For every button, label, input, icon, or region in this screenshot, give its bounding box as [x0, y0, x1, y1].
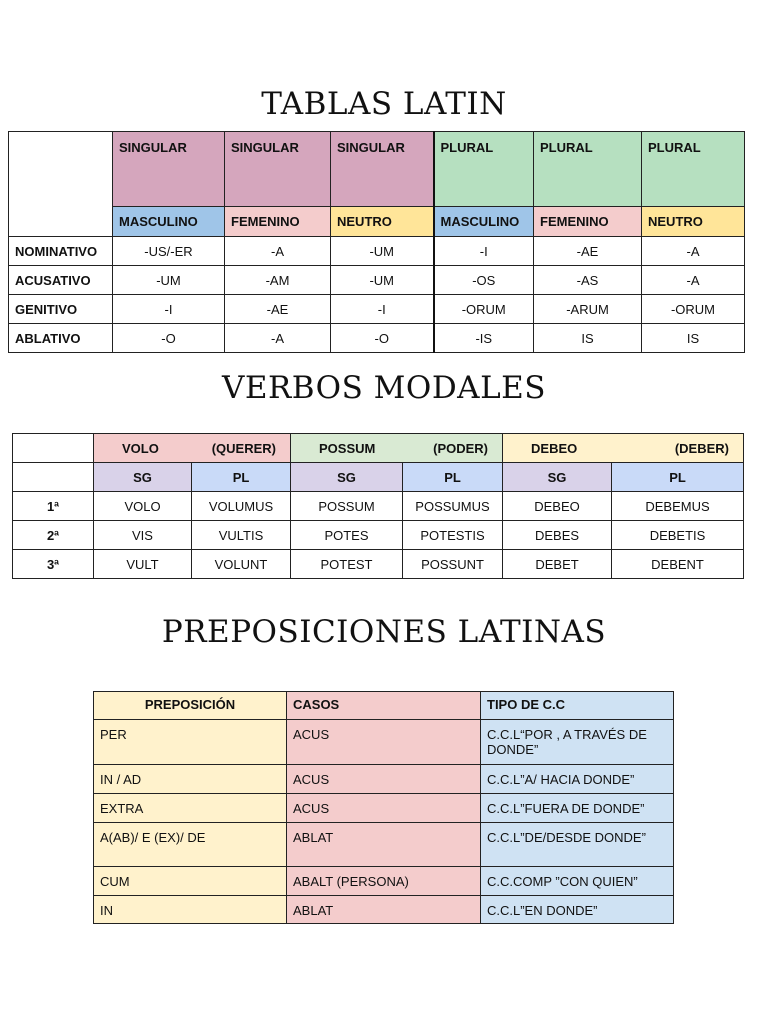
header-plural: PLURAL [534, 132, 642, 207]
prep-cell: CUM [94, 867, 287, 896]
table-row [13, 550, 744, 579]
form-cell: DEBETIS [612, 521, 744, 550]
ending-cell: -US/-ER [113, 237, 225, 266]
ending-cell: -A [642, 237, 745, 266]
ending-cell: -A [225, 237, 331, 266]
ending-cell: -AS [534, 266, 642, 295]
header-singular: SINGULAR [331, 132, 434, 207]
number-header-row [9, 132, 745, 207]
form-cell: DEBET [503, 550, 612, 579]
table-row [9, 237, 745, 266]
header-singular: SINGULAR [113, 132, 225, 207]
header-masculino: MASCULINO [113, 207, 225, 237]
ending-cell: -UM [113, 266, 225, 295]
form-cell: POTESTIS [403, 521, 503, 550]
corner-cell [9, 132, 113, 207]
table-row [94, 765, 674, 794]
case-cell: ACUS [287, 794, 481, 823]
verb-header-volo [94, 434, 291, 463]
table-row [94, 896, 674, 924]
form-cell: VOLUNT [192, 550, 291, 579]
ending-cell: -A [225, 324, 331, 353]
header-preposicion: PREPOSICIÓN [94, 692, 287, 720]
title-preposiciones: PREPOSICIONES LATINAS [161, 614, 607, 650]
subheader-pl: PL [403, 463, 503, 492]
case-cell: ACUS [287, 765, 481, 794]
person-label: 2ª [13, 521, 94, 550]
person-label: 3ª [13, 550, 94, 579]
case-cell: ABLAT [287, 896, 481, 924]
type-cell: C.C.L”EN DONDE” [481, 896, 674, 924]
verb-meaning: (QUERER) [211, 440, 276, 456]
type-cell: C.C.COMP ”CON QUIEN” [481, 867, 674, 896]
number-subheader-row [13, 463, 744, 492]
case-cell: ACUS [287, 720, 481, 765]
header-tipo: TIPO DE C.C [481, 692, 674, 720]
header-neutro: NEUTRO [331, 207, 434, 237]
person-label: 1ª [13, 492, 94, 521]
prep-cell: A(AB)/ E (EX)/ DE [94, 823, 287, 867]
form-cell: VULT [94, 550, 192, 579]
header-masculino: MASCULINO [434, 207, 534, 237]
ending-cell: -ARUM [534, 295, 642, 324]
form-cell: POSSUNT [403, 550, 503, 579]
table-row [94, 794, 674, 823]
prep-header-row [94, 692, 674, 720]
corner-cell [9, 207, 113, 237]
ending-cell: -ORUM [434, 295, 534, 324]
form-cell: VOLUMUS [192, 492, 291, 521]
type-cell: C.C.L“POR , A TRAVÉS DE DONDE” [481, 720, 674, 765]
corner-cell [13, 434, 94, 463]
verb-meaning: (DEBER) [674, 440, 730, 456]
declension-table [8, 131, 745, 353]
subheader-sg: SG [503, 463, 612, 492]
prep-cell: IN / AD [94, 765, 287, 794]
type-cell: C.C.L”A/ HACIA DONDE” [481, 765, 674, 794]
prep-cell: EXTRA [94, 794, 287, 823]
corner-cell [13, 463, 94, 492]
form-cell: VIS [94, 521, 192, 550]
title-tablas-latin: TABLAS LATIN [261, 86, 507, 122]
table-row [94, 867, 674, 896]
subheader-pl: PL [612, 463, 744, 492]
ending-cell: -I [113, 295, 225, 324]
verb-header-possum [291, 434, 503, 463]
form-cell: POTEST [291, 550, 403, 579]
verb-name: DEBEO [531, 440, 578, 456]
header-neutro: NEUTRO [642, 207, 745, 237]
ending-cell: IS [534, 324, 642, 353]
prep-cell: IN [94, 896, 287, 924]
table-row [9, 295, 745, 324]
form-cell: DEBENT [612, 550, 744, 579]
ending-cell: -UM [331, 237, 434, 266]
type-cell: C.C.L”FUERA DE DONDE” [481, 794, 674, 823]
verb-meaning: (PODER) [433, 440, 489, 456]
ending-cell: -AE [225, 295, 331, 324]
table-row [13, 521, 744, 550]
gender-header-row [9, 207, 745, 237]
header-singular: SINGULAR [225, 132, 331, 207]
form-cell: DEBES [503, 521, 612, 550]
form-cell: POTES [291, 521, 403, 550]
ending-cell: -O [331, 324, 434, 353]
table-row [9, 266, 745, 295]
ending-cell: -O [113, 324, 225, 353]
ending-cell: -OS [434, 266, 534, 295]
case-label: NOMINATIVO [9, 237, 113, 266]
form-cell: DEBEMUS [612, 492, 744, 521]
title-verbos-modales: VERBOS MODALES [221, 370, 547, 406]
verb-header-debeo [503, 434, 744, 463]
ending-cell: IS [642, 324, 745, 353]
table-row [94, 823, 674, 867]
verb-name: POSSUM [319, 440, 376, 456]
form-cell: VULTIS [192, 521, 291, 550]
prep-cell: PER [94, 720, 287, 765]
form-cell: VOLO [94, 492, 192, 521]
header-casos: CASOS [287, 692, 481, 720]
ending-cell: -AM [225, 266, 331, 295]
form-cell: POSSUM [291, 492, 403, 521]
subheader-sg: SG [94, 463, 192, 492]
subheader-pl: PL [192, 463, 291, 492]
prepositions-table [93, 691, 674, 924]
header-femenino: FEMENINO [225, 207, 331, 237]
ending-cell: -AE [534, 237, 642, 266]
ending-cell: -IS [434, 324, 534, 353]
table-row [94, 720, 674, 765]
header-plural: PLURAL [642, 132, 745, 207]
header-plural: PLURAL [434, 132, 534, 207]
form-cell: DEBEO [503, 492, 612, 521]
case-label: GENITIVO [9, 295, 113, 324]
ending-cell: -I [331, 295, 434, 324]
subheader-sg: SG [291, 463, 403, 492]
ending-cell: -UM [331, 266, 434, 295]
table-row [9, 324, 745, 353]
header-femenino: FEMENINO [534, 207, 642, 237]
case-cell: ABLAT [287, 823, 481, 867]
case-label: ABLATIVO [9, 324, 113, 353]
verb-header-row [13, 434, 744, 463]
verb-name: VOLO [122, 440, 159, 456]
ending-cell: -A [642, 266, 745, 295]
case-label: ACUSATIVO [9, 266, 113, 295]
form-cell: POSSUMUS [403, 492, 503, 521]
ending-cell: -ORUM [642, 295, 745, 324]
table-row [13, 492, 744, 521]
ending-cell: -I [434, 237, 534, 266]
modal-verbs-table [12, 433, 744, 579]
case-cell: ABALT (PERSONA) [287, 867, 481, 896]
type-cell: C.C.L”DE/DESDE DONDE” [481, 823, 674, 867]
